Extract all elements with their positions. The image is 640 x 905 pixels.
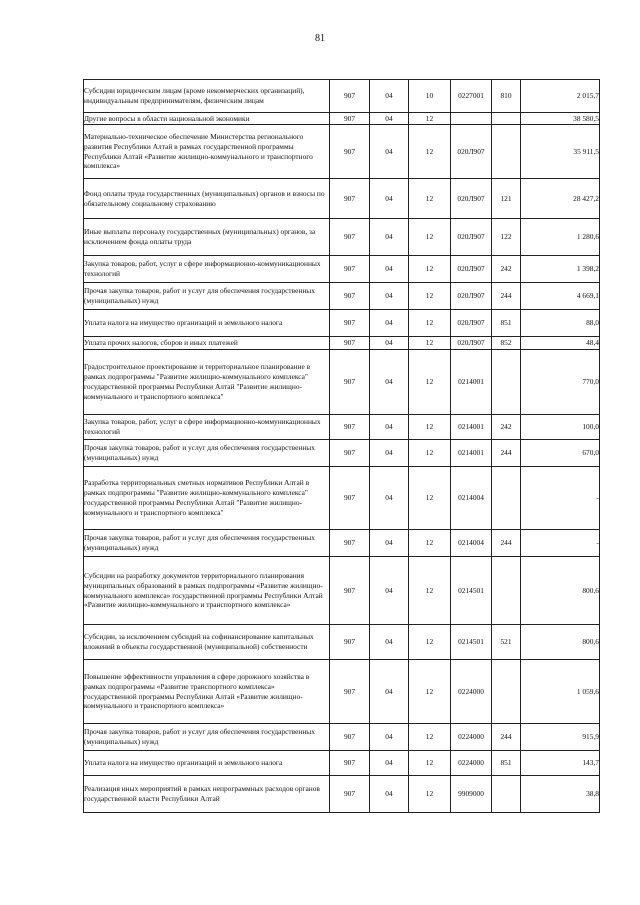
- row-subsection-code: 12: [409, 219, 451, 256]
- row-expense-type: 242: [492, 256, 521, 283]
- row-description: Закупка товаров, работ, услуг в сфере информационно-коммуникационных технологий: [84, 415, 330, 440]
- row-subsection-code: 12: [409, 751, 451, 776]
- row-subsection-code: 12: [409, 179, 451, 219]
- row-subsection-code: 12: [409, 660, 451, 724]
- row-subsection-code: 12: [409, 125, 451, 179]
- row-expense-type: 242: [492, 415, 521, 440]
- row-amount: 800,6: [521, 557, 600, 625]
- row-ved-code: 907: [330, 724, 370, 751]
- row-amount: 38 580,5: [521, 113, 600, 125]
- page-number: 81: [315, 33, 325, 44]
- row-expense-type: 244: [492, 440, 521, 467]
- row-amount: 38,8: [521, 776, 600, 813]
- row-subsection-code: 12: [409, 440, 451, 467]
- row-ved-code: 907: [330, 310, 370, 337]
- row-amount: 48,4: [521, 337, 600, 350]
- row-expense-type: 851: [492, 751, 521, 776]
- row-section-code: 04: [370, 80, 409, 113]
- row-amount: 143,7: [521, 751, 600, 776]
- row-description: Уплата налога на имущество организаций и земельного налога: [84, 310, 330, 337]
- row-target-article: 020Л907: [451, 283, 492, 310]
- row-description: Градостроительное проектирование и территориальное планирование в рамках подпрограммы "Развитие жилищно-коммунального комплекса" государственной программы Республики Алтай "Развитие жилищно-коммунального и транспортного комплекса": [84, 350, 330, 415]
- row-description: Другие вопросы в области национальной экономики: [84, 113, 330, 125]
- row-section-code: 04: [370, 440, 409, 467]
- row-expense-type: [492, 113, 521, 125]
- table-row: [84, 350, 600, 415]
- row-ved-code: 907: [330, 467, 370, 530]
- table-row: [84, 256, 600, 283]
- row-expense-type: 244: [492, 724, 521, 751]
- row-ved-code: 907: [330, 350, 370, 415]
- row-subsection-code: 12: [409, 776, 451, 813]
- row-amount: 2 015,7: [521, 80, 600, 113]
- row-amount: 1 280,6: [521, 219, 600, 256]
- row-target-article: 020Л907: [451, 179, 492, 219]
- row-section-code: 04: [370, 751, 409, 776]
- row-expense-type: 851: [492, 310, 521, 337]
- row-expense-type: [492, 557, 521, 625]
- row-subsection-code: 12: [409, 350, 451, 415]
- row-amount: 915,9: [521, 724, 600, 751]
- row-description: Реализация иных мероприятий в рамках непрограммных расходов органов государственной власти Республики Алтай: [84, 776, 330, 813]
- row-ved-code: 907: [330, 337, 370, 350]
- table-row: [84, 219, 600, 256]
- row-section-code: 04: [370, 557, 409, 625]
- table-row: [84, 283, 600, 310]
- row-expense-type: 244: [492, 530, 521, 557]
- row-amount: 100,0: [521, 415, 600, 440]
- row-target-article: 020Л907: [451, 337, 492, 350]
- row-description: Уплата налога на имущество организаций и земельного налога: [84, 751, 330, 776]
- row-target-article: 0214001: [451, 350, 492, 415]
- row-expense-type: 852: [492, 337, 521, 350]
- table-row: [84, 467, 600, 530]
- table-row: [84, 530, 600, 557]
- row-ved-code: 907: [330, 776, 370, 813]
- row-target-article: 020Л907: [451, 125, 492, 179]
- row-section-code: 04: [370, 113, 409, 125]
- row-ved-code: 907: [330, 179, 370, 219]
- row-target-article: 9909000: [451, 776, 492, 813]
- row-ved-code: 907: [330, 557, 370, 625]
- table-row: [84, 557, 600, 625]
- row-section-code: 04: [370, 125, 409, 179]
- table-row: [84, 80, 600, 113]
- row-target-article: 0227001: [451, 80, 492, 113]
- row-ved-code: 907: [330, 415, 370, 440]
- row-section-code: 04: [370, 415, 409, 440]
- table-row: [84, 415, 600, 440]
- table-row: [84, 625, 600, 660]
- row-target-article: 020Л907: [451, 256, 492, 283]
- row-target-article: 0214004: [451, 467, 492, 530]
- table-row: [84, 724, 600, 751]
- row-ved-code: 907: [330, 125, 370, 179]
- row-section-code: 04: [370, 350, 409, 415]
- row-section-code: 04: [370, 625, 409, 660]
- row-description: Прочая закупка товаров, работ и услуг для обеспечения государственных (муниципальных) нужд: [84, 283, 330, 310]
- row-subsection-code: 12: [409, 530, 451, 557]
- row-amount: 28 427,2: [521, 179, 600, 219]
- row-amount: -: [521, 530, 600, 557]
- row-description: Прочая закупка товаров, работ и услуг для обеспечения государственных (муниципальных) нужд: [84, 724, 330, 751]
- row-subsection-code: 12: [409, 415, 451, 440]
- row-target-article: 0224000: [451, 751, 492, 776]
- row-description: Иные выплаты персоналу государственных (муниципальных) органов, за исключением фонда оплаты труда: [84, 219, 330, 256]
- row-ved-code: 907: [330, 625, 370, 660]
- row-section-code: 04: [370, 310, 409, 337]
- row-description: Фонд оплаты труда государственных (муниципальных) органов и взносы по обязательному социальному страхованию: [84, 179, 330, 219]
- row-ved-code: 907: [330, 530, 370, 557]
- table-row: [84, 751, 600, 776]
- table-row: [84, 440, 600, 467]
- row-expense-type: [492, 350, 521, 415]
- row-amount: 35 911,5: [521, 125, 600, 179]
- table-row: [84, 179, 600, 219]
- row-amount: 1 059,6: [521, 660, 600, 724]
- row-section-code: 04: [370, 179, 409, 219]
- table-row: [84, 310, 600, 337]
- table-row: [84, 660, 600, 724]
- row-section-code: 04: [370, 776, 409, 813]
- row-expense-type: 121: [492, 179, 521, 219]
- row-section-code: 04: [370, 283, 409, 310]
- row-description: Прочая закупка товаров, работ и услуг для обеспечения государственных (муниципальных) нужд: [84, 440, 330, 467]
- row-subsection-code: 12: [409, 337, 451, 350]
- row-subsection-code: 12: [409, 724, 451, 751]
- row-subsection-code: 12: [409, 256, 451, 283]
- table-row: [84, 776, 600, 813]
- row-description: Закупка товаров, работ, услуг в сфере информационно-коммуникационных технологий: [84, 256, 330, 283]
- row-description: Субсидии на разработку документов территориального планирования муниципальных образований в рамках подпрограммы «Развитие жилищно-коммунального комплекса» государственной программы Республики Алтай «Развитие жилищно-коммунального и транспортного комплекса»: [84, 557, 330, 625]
- budget-table: [83, 79, 600, 813]
- row-target-article: 0224000: [451, 660, 492, 724]
- row-target-article: 020Л907: [451, 219, 492, 256]
- row-target-article: 0224000: [451, 724, 492, 751]
- row-section-code: 04: [370, 467, 409, 530]
- row-ved-code: 907: [330, 219, 370, 256]
- row-section-code: 04: [370, 724, 409, 751]
- row-target-article: 0214001: [451, 415, 492, 440]
- row-section-code: 04: [370, 660, 409, 724]
- row-ved-code: 907: [330, 80, 370, 113]
- row-target-article: 0214501: [451, 557, 492, 625]
- row-subsection-code: 12: [409, 113, 451, 125]
- row-subsection-code: 12: [409, 283, 451, 310]
- row-description: Субсидии юридическим лицам (кроме некоммерческих организаций), индивидуальным предпринимателям, физическим лицам: [84, 80, 330, 113]
- row-amount: 4 669,1: [521, 283, 600, 310]
- row-target-article: 0214501: [451, 625, 492, 660]
- row-ved-code: 907: [330, 283, 370, 310]
- row-subsection-code: 12: [409, 310, 451, 337]
- row-ved-code: 907: [330, 113, 370, 125]
- row-description: Материально-техническое обеспечение Министерства регионального развития Республики Алтай в рамках государственной программы Республики Алтай «Развитие жилищно-коммунального и транспортного комплекса»: [84, 125, 330, 179]
- row-subsection-code: 12: [409, 467, 451, 530]
- row-section-code: 04: [370, 219, 409, 256]
- row-amount: 670,0: [521, 440, 600, 467]
- row-expense-type: [492, 776, 521, 813]
- row-target-article: [451, 113, 492, 125]
- row-section-code: 04: [370, 530, 409, 557]
- row-description: Прочая закупка товаров, работ и услуг для обеспечения государственных (муниципальных) нужд: [84, 530, 330, 557]
- row-ved-code: 907: [330, 256, 370, 283]
- row-ved-code: 907: [330, 440, 370, 467]
- row-amount: 770,0: [521, 350, 600, 415]
- row-amount: 800,6: [521, 625, 600, 660]
- row-target-article: 0214001: [451, 440, 492, 467]
- row-subsection-code: 12: [409, 557, 451, 625]
- row-expense-type: 521: [492, 625, 521, 660]
- row-amount: 1 398,2: [521, 256, 600, 283]
- row-expense-type: [492, 125, 521, 179]
- row-expense-type: 244: [492, 283, 521, 310]
- row-amount: -: [521, 467, 600, 530]
- row-subsection-code: 12: [409, 625, 451, 660]
- row-target-article: 0214004: [451, 530, 492, 557]
- row-ved-code: 907: [330, 751, 370, 776]
- row-description: Повышение эффективности управления в сфере дорожного хозяйства в рамках подпрограммы «Развитие транспортного комплекса» государственной программы Республики Алтай «Развитие жилищно-коммунального и транспортного комплекса»: [84, 660, 330, 724]
- row-description: Разработка территориальных сметных нормативов Республики Алтай в рамках подпрограммы "Развитие жилищно-коммунального комплекса" государственной программы Республики Алтай "Развитие жилищно-коммунального и транспортного комплекса": [84, 467, 330, 530]
- row-section-code: 04: [370, 337, 409, 350]
- row-section-code: 04: [370, 256, 409, 283]
- row-description: Субсидии, за исключением субсидий на софинансирование капитальных вложений в объекты государственной (муниципальной) собственности: [84, 625, 330, 660]
- row-ved-code: 907: [330, 660, 370, 724]
- row-expense-type: 810: [492, 80, 521, 113]
- row-target-article: 020Л907: [451, 310, 492, 337]
- row-amount: 88,0: [521, 310, 600, 337]
- row-expense-type: [492, 467, 521, 530]
- table-row: [84, 337, 600, 350]
- row-description: Уплата прочих налогов, сборов и иных платежей: [84, 337, 330, 350]
- table-row: [84, 113, 600, 125]
- row-subsection-code: 10: [409, 80, 451, 113]
- row-expense-type: 122: [492, 219, 521, 256]
- row-expense-type: [492, 660, 521, 724]
- table-row: [84, 125, 600, 179]
